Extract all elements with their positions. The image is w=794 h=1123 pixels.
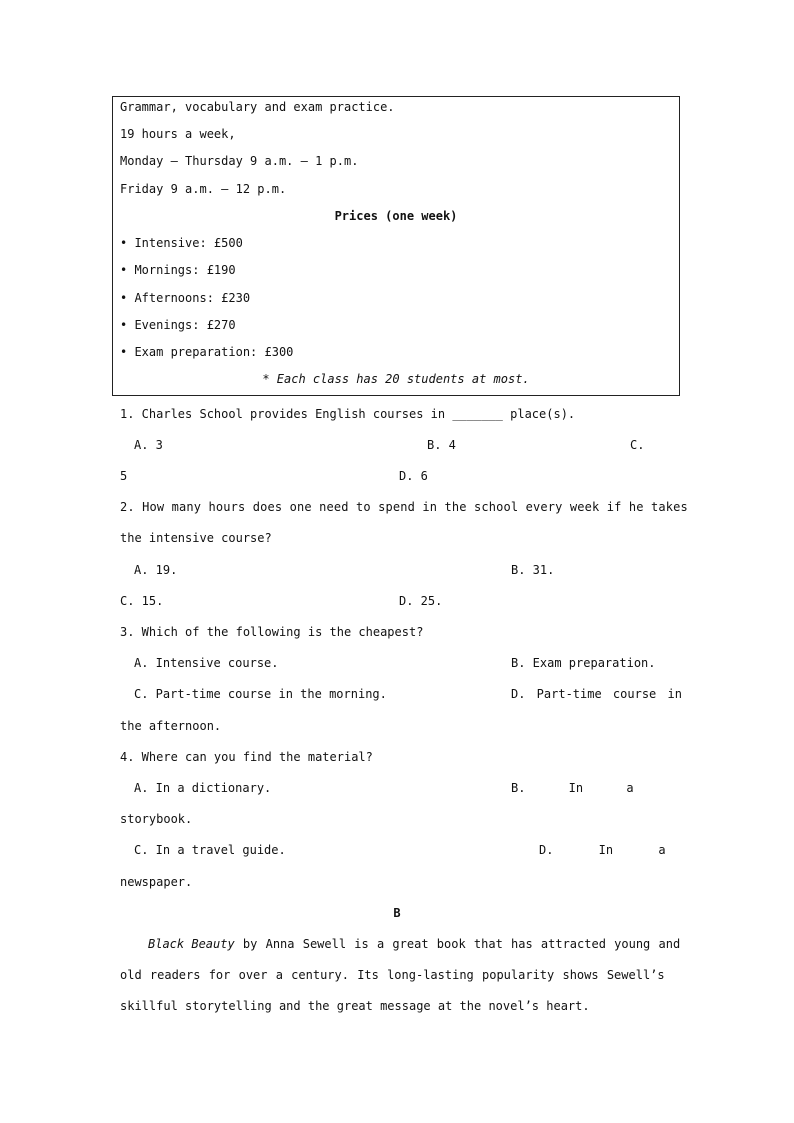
q1-option-c: C. — [630, 438, 645, 452]
q3-option-a: A. Intensive course. — [134, 656, 279, 670]
question-2-stem-line-1 — [120, 500, 688, 514]
schedule-line-1: Grammar, vocabulary and exam practice. — [120, 100, 395, 114]
q4-option-c: C. In a travel guide. — [134, 843, 286, 857]
section-b-heading: B — [393, 906, 401, 920]
section-b-paragraph-line-1 — [148, 937, 680, 951]
q3-option-c: C. Part-time course in the morning. — [134, 687, 387, 701]
q1-option-d: D. 6 — [399, 469, 428, 483]
q2-option-d: D. 25. — [399, 594, 443, 608]
section-b-paragraph-line-2: old readers for over a century. Its long-lasting popularity shows Sewell’s — [120, 968, 665, 982]
book-title: Black Beauty — [148, 937, 235, 951]
schedule-line-2: 19 hours a week, — [120, 127, 236, 141]
q1-option-a: A. 3 — [134, 438, 163, 452]
schedule-line-3: Monday — Thursday 9 a.m. — 1 p.m. — [120, 154, 359, 168]
q4-option-b: B. In a — [511, 781, 634, 795]
question-2-stem-text: 2. How many hours does one need to spend in the school every week if he takes — [120, 500, 688, 514]
q3-option-d: D. Part-time course in — [511, 687, 682, 701]
schedule-line-4: Friday 9 a.m. — 12 p.m. — [120, 182, 287, 196]
price-item: • Exam preparation: £300 — [120, 345, 294, 359]
q2-option-a: A. 19. — [134, 563, 178, 577]
q4-option-b-continued: storybook. — [120, 812, 193, 826]
q4-option-a: A. In a dictionary. — [134, 781, 272, 795]
price-item: • Intensive: £500 — [120, 236, 243, 250]
prices-heading: Prices (one week) — [334, 209, 458, 223]
paragraph-line-1-text: by Anna Sewell is a great book that has attracted young and — [234, 937, 681, 951]
price-item: • Mornings: £190 — [120, 263, 236, 277]
q2-option-c: C. 15. — [120, 594, 164, 608]
question-1-stem: 1. Charles School provides English courses in _______ place(s). — [120, 407, 576, 421]
question-2-stem-line-2: the intensive course? — [120, 531, 272, 545]
price-item: • Evenings: £270 — [120, 318, 236, 332]
q3-option-b: B. Exam preparation. — [511, 656, 656, 670]
question-3-stem: 3. Which of the following is the cheapest? — [120, 625, 424, 639]
q4-option-d-continued: newspaper. — [120, 875, 193, 889]
question-4-stem: 4. Where can you find the material? — [120, 750, 373, 764]
price-item: • Afternoons: £230 — [120, 291, 251, 305]
q1-option-c-value: 5 — [120, 469, 128, 483]
q1-option-b: B. 4 — [427, 438, 456, 452]
q4-option-d: D. In a — [539, 843, 666, 857]
q3-option-d-continued: the afternoon. — [120, 719, 222, 733]
q2-option-b: B. 31. — [511, 563, 555, 577]
class-size-note: * Each class has 20 students at most. — [262, 372, 530, 386]
section-b-paragraph-line-3: skillful storytelling and the great message at the novel’s heart. — [120, 999, 590, 1013]
